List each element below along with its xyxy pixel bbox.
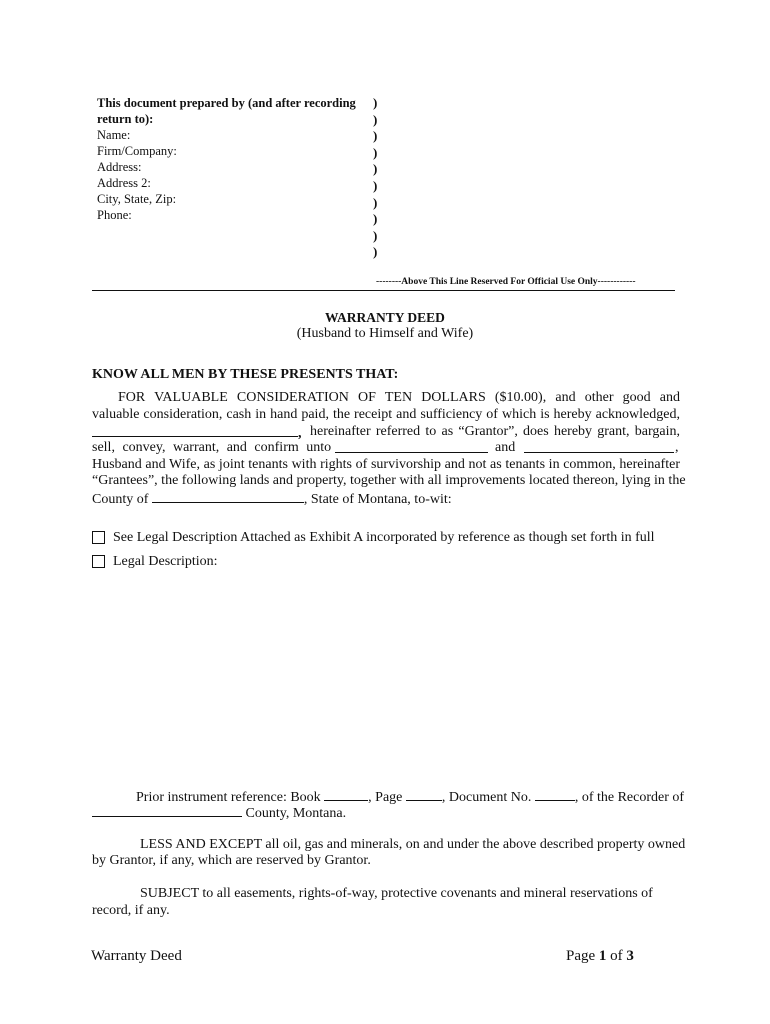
prior-instrument-county-line: County, Montana. xyxy=(92,804,346,823)
reserved-divider xyxy=(92,290,675,291)
consideration-line-2: valuable consideration, cash in hand paid, the receipt and sufficiency of which is hereby acknowledged, xyxy=(92,407,680,422)
preparer-phone-label: Phone: xyxy=(97,208,132,222)
subject-to-line-1: SUBJECT to all easements, rights-of-way, protective covenants and mineral reservations of xyxy=(140,886,653,901)
grantee-2-blank[interactable] xyxy=(524,440,674,453)
page-indicator: Page 1 of 3 xyxy=(566,948,634,964)
preparer-city-label: City, State, Zip: xyxy=(97,192,177,206)
page-blank[interactable] xyxy=(406,788,442,801)
less-except-line-1: LESS AND EXCEPT all oil, gas and minerals, on and under the above described property owned xyxy=(140,837,686,852)
know-all-heading: KNOW ALL MEN BY THESE PRESENTS THAT: xyxy=(92,367,399,382)
less-except-line-2: by Grantor, if any, which are reserved by Grantor. xyxy=(92,853,371,868)
document-title: WARRANTY DEED xyxy=(325,310,445,325)
consideration-line-1: FOR VALUABLE CONSIDERATION OF TEN DOLLARS ($10.00), and other good and xyxy=(118,390,680,405)
preparer-heading-cont: return to): xyxy=(97,112,154,126)
exhibit-a-checkbox[interactable] xyxy=(92,531,105,544)
preparer-address-label: Address: xyxy=(97,160,142,174)
consideration-line-7: County of , State of Montana, to-wit: xyxy=(92,492,452,507)
consideration-line-6: “Grantees”, the following lands and property, together with all improvements located thereon, lying in the xyxy=(92,473,686,488)
consideration-line-3-text: hereinafter referred to as “Grantor”, does hereby grant, bargain, xyxy=(310,424,680,439)
exhibit-a-label: See Legal Description Attached as Exhibit A incorporated by reference as though set forth in full xyxy=(113,530,655,545)
document-number-blank[interactable] xyxy=(535,788,575,801)
consideration-line-5: Husband and Wife, as joint tenants with rights of survivorship and not as tenants in common, hereinafter xyxy=(92,457,680,472)
prior-instrument-line: Prior instrument reference: Book , Page , Document No. , of the Recorder of xyxy=(136,790,685,805)
county-blank[interactable] xyxy=(152,490,304,503)
grantee-1-blank[interactable] xyxy=(335,440,488,453)
consideration-line-3: , xyxy=(92,424,302,443)
preparer-name-label: Name: xyxy=(97,128,131,142)
legal-description-label: Legal Description: xyxy=(113,554,218,569)
preparer-address2-label: Address 2: xyxy=(97,176,151,190)
reserved-note: --------Above This Line Reserved For Official Use Only------------ xyxy=(376,277,636,287)
subject-to-line-2: record, if any. xyxy=(92,903,170,918)
paren-column: ) ) ) ) ) ) ) ) ) ) xyxy=(373,95,378,260)
recorder-county-blank[interactable] xyxy=(92,804,242,817)
book-blank[interactable] xyxy=(324,788,368,801)
grantor-name-blank[interactable] xyxy=(92,424,298,437)
preparer-heading: This document prepared by (and after recording xyxy=(97,96,356,110)
footer-title: Warranty Deed xyxy=(91,948,182,964)
document-subtitle: (Husband to Himself and Wife) xyxy=(296,326,474,341)
legal-description-checkbox[interactable] xyxy=(92,555,105,568)
preparer-firm-label: Firm/Company: xyxy=(97,144,177,158)
